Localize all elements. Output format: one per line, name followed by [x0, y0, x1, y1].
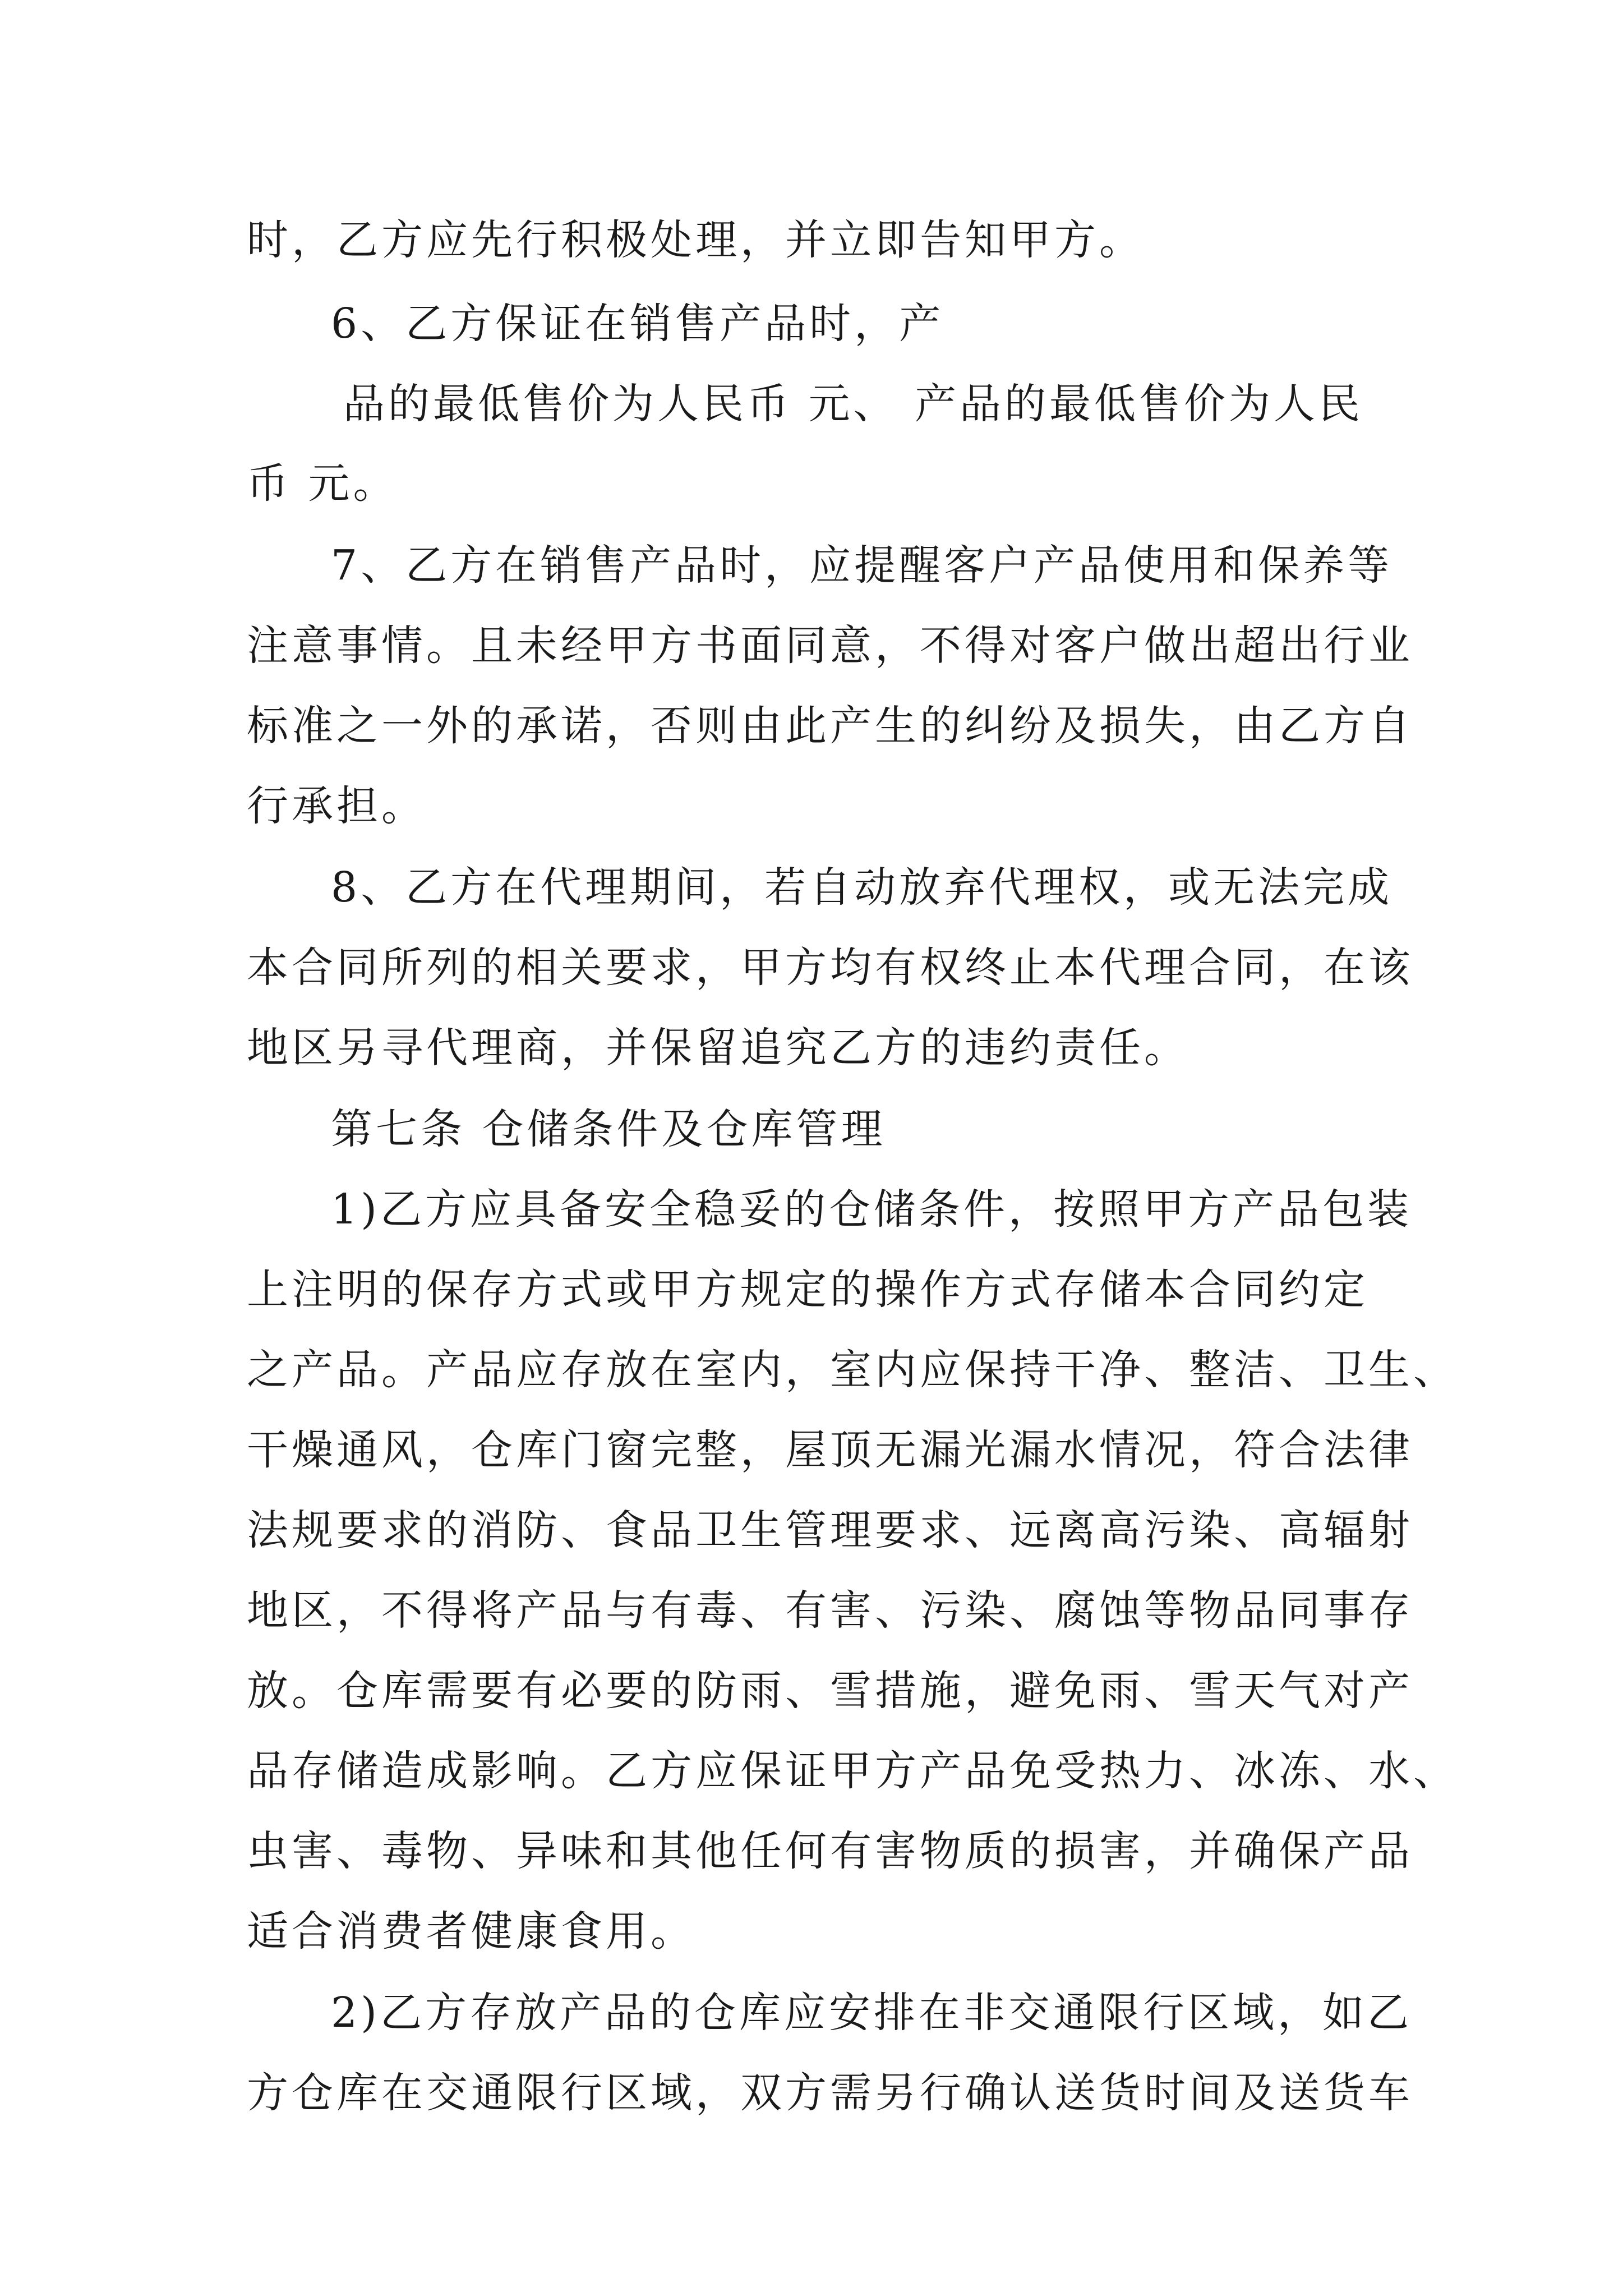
- text-line: 上注明的保存方式或甲方规定的操作方式存储本合同约定: [247, 1266, 1368, 1314]
- text-line: 干燥通风，仓库门窗完整，屋顶无漏光漏水情况，符合法律: [247, 1426, 1413, 1474]
- text-line: 之产品。产品应存放在室内，室内应保持干净、整洁、卫生、: [247, 1346, 1458, 1394]
- text-line: 行承担。: [247, 782, 426, 830]
- text-line: 方仓库在交通限行区域，双方需另行确认送货时间及送货车: [247, 2069, 1413, 2117]
- text-line: 放。仓库需要有必要的防雨、雪措施，避免雨、雪天气对产: [247, 1667, 1413, 1715]
- text-line: 注意事情。且未经甲方书面同意，不得对客户做出超出行业: [247, 622, 1413, 670]
- text-line: 品的最低售价为人民币 元、 产品的最低售价为人民: [343, 380, 1364, 428]
- text-line: 法规要求的消防、食品卫生管理要求、远离高污染、高辐射: [247, 1506, 1413, 1554]
- text-line: 8、乙方在代理期间，若自动放弃代理权，或无法完成: [331, 863, 1393, 912]
- text-line: 7、乙方在销售产品时，应提醒客户产品使用和保养等: [331, 541, 1393, 590]
- text-line: 2)乙方存放产品的仓库应安排在非交通限行区域，如乙: [331, 1989, 1412, 2037]
- text-line: 品存储造成影响。乙方应保证甲方产品免受热力、冰冻、水、: [247, 1747, 1458, 1795]
- text-line: 标准之一外的承诺，否则由此产生的纠纷及损失，由乙方自: [247, 702, 1413, 750]
- text-line: 适合消费者健康食用。: [247, 1907, 695, 1955]
- text-line: 时，乙方应先行积极处理，并立即告知甲方。: [247, 216, 1144, 264]
- section-heading: 第七条 仓储条件及仓库管理: [331, 1105, 886, 1153]
- text-line: 虫害、毒物、异味和其他任何有害物质的损害，并确保产品: [247, 1827, 1413, 1875]
- text-line: 本合同所列的相关要求，甲方均有权终止本代理合同，在该: [247, 944, 1413, 992]
- text-line: 地区，不得将产品与有毒、有害、污染、腐蚀等物品同事存: [247, 1586, 1413, 1635]
- text-line: 地区另寻代理商，并保留追究乙方的违约责任。: [247, 1024, 1189, 1072]
- text-line: 币 元。: [247, 459, 398, 508]
- text-line: 6、乙方保证在销售产品时，产: [331, 300, 944, 348]
- text-line: 1)乙方应具备安全稳妥的仓储条件，按照甲方产品包装: [331, 1185, 1412, 1234]
